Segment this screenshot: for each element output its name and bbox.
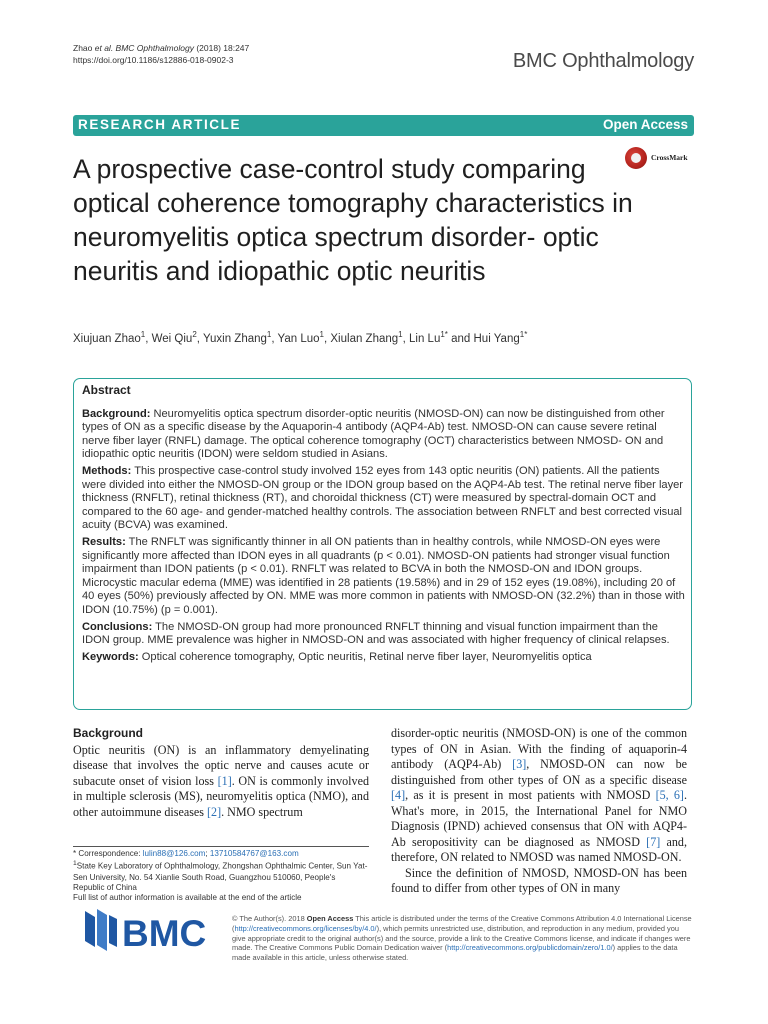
author-separator: , (196, 332, 203, 345)
body-text: . What's more, in 2015, the International Panel for NMO Diagnosis (IPND) achieved consensus that ON with AQP4-Ab seropositivity can be diagnosed as NMOSD (391, 788, 687, 849)
crossmark-label: CrossMark (651, 153, 688, 162)
abstract-keywords (82, 651, 685, 665)
citation-link[interactable]: [3] (512, 757, 527, 771)
license-text: ), which permits unrestricted use, distribution, and reproduction in any medium, provided you give appropriate credit to the original author(s) and the source, provide a link to the Creative Commons license, and indicate if changes were made. The Creative Commons Public Domain Dedication waiver ( (232, 923, 691, 953)
body-column-right (391, 726, 687, 897)
abstract-keywords-text: Optical coherence tomography, Optic neuritis, Retinal nerve fiber layer, Neuromyelitis optica (138, 650, 592, 663)
abstract-conclusions (82, 621, 685, 648)
journal-name: BMC Ophthalmology (512, 50, 694, 72)
abstract-background (82, 408, 685, 462)
author-separator: , (402, 332, 410, 345)
author-affiliation-marker: 1 (266, 330, 272, 339)
crossmark-badge[interactable] (625, 147, 695, 173)
affiliation-text: State Key Laboratory of Ophthalmology, Zhongshan Ophthalmic Center, Sun Yat-Sen University, No. 54 Xianlie South Road, Guangzhou 510060, People's Republic of China (73, 862, 368, 892)
author-affiliation-marker: 2 (192, 330, 197, 339)
affiliation-line (73, 859, 369, 893)
abstract-methods (82, 465, 685, 533)
license-link[interactable]: http://creativecommons.org/publicdomain/zero/1.0/ (447, 943, 613, 953)
citation-link[interactable]: [1] (217, 773, 232, 788)
correspondence-label: * Correspondence: (73, 849, 143, 858)
citation-journal: et al. BMC Ophthalmology (94, 43, 194, 53)
abstract-conclusions-text: The NMOSD-ON group had more pronounced RNFLT thinning and visual function impairment than the IDON group. MME prevalence was higher in NMOSD-ON and was associated with higher frequency of clinical relapses. (82, 620, 670, 647)
body-text: , NMOSD-ON can now be distinguished from other types of ON as a specific disease (391, 757, 687, 787)
abstract-results-label: Results: (82, 535, 126, 548)
body-text: . ON is commonly involved in multiple sclerosis (MS), neuromyelitis optica (NMO), and other autoimmune diseases (73, 773, 369, 819)
author-name: Xiujuan Zhao (73, 332, 141, 345)
bmc-logo (85, 903, 220, 957)
section-heading-background: Background (73, 726, 144, 740)
abstract-conclusions-label: Conclusions: (82, 620, 153, 633)
author-affiliation-marker: 1 (398, 330, 403, 339)
citation-link[interactable]: [7] (646, 834, 661, 849)
license-open-access: Open Access (306, 914, 354, 923)
abstract-keywords-label: Keywords: (82, 650, 139, 663)
article-title: A prospective case-control study comparing optical coherence tomography characteristics in neuromyelitis optica spectrum disorder- optic neuritis and idiopathic optic neuritis (73, 154, 633, 286)
author-list (73, 330, 693, 345)
article-type-banner (73, 115, 694, 136)
abstract-background-label: Background: (82, 407, 151, 420)
author-name: Wei Qiu (151, 332, 193, 345)
author-separator: , (145, 332, 152, 345)
author-info-note: Full list of author information is available at the end of the article (73, 893, 302, 903)
body-text: . NMO spectrum (221, 804, 303, 819)
abstract-content (82, 384, 685, 667)
email-link[interactable]: 13710584767@163.com (209, 849, 299, 858)
license-link[interactable]: http://creativecommons.org/licenses/by/4.0/ (234, 923, 377, 933)
doi-link[interactable]: https://doi.org/10.1186/s12886-018-0902-3 (73, 55, 234, 65)
bmc-logo-text: BMC (122, 913, 207, 954)
body-text: and, therefore, ON related to NMOSD was named NMOSD-ON. (391, 834, 687, 864)
author-affiliation-marker: 1* (519, 330, 528, 339)
footnotes (73, 846, 369, 904)
body-text: Optic neuritis (ON) is an inflammatory demyelinating disease that involves the optic nerve and causes acute or subacute onset of vision loss (73, 742, 369, 788)
author-name: Lin Lu (409, 332, 441, 345)
citation-link[interactable]: [2] (207, 804, 222, 819)
author-name: Hui Yang (473, 332, 520, 345)
citation-authors: Zhao (73, 43, 95, 53)
author-name: Yuxin Zhang (202, 332, 267, 345)
license-statement (232, 914, 694, 963)
author-name: Yan Luo (277, 332, 320, 345)
author-affiliation-marker: 1* (440, 330, 448, 339)
abstract-results (82, 536, 685, 618)
citation-line (73, 42, 249, 54)
open-access-label: Open Access (602, 117, 688, 132)
abstract-background-text: Neuromyelitis optica spectrum disorder-optic neuritis (NMOSD-ON) can now be distinguished from other types of ON as a specific disease by the Aquaporin-4 antibody (AQP4-Ab) test. NMOSD-ON can cause severe retinal nerve fiber layer (RNFL) damage. The optical coherence tomography (OCT) characteristics between NMOSD- ON and idiopathic optic neuritis (IDON) were seldom studied in Asians. (82, 407, 665, 461)
body-paragraph: Since the definition of NMOSD, NMOSD-ON has been found to differ from other types of ON in many (391, 865, 687, 895)
body-text: , as it is present in most patients with NMOSD (405, 788, 656, 802)
abstract-methods-label: Methods: (82, 464, 132, 477)
abstract-results-text: The RNFLT was significantly thinner in all ON patients than in healthy controls, while NMOSD-ON eyes were significantly more affected than IDON eyes in all quadrants (p < 0.01). NMOSD-ON patients had stronger visual function impairment than IDON patients (p < 0.01). RNFLT was related to BCVA in both the NMOSD-ON and IDON groups. Microcystic macular edema (MME) was identified in 28 patients (19.58%) and in 29 of 152 eyes (19.08%), including 20 of 40 eyes (50%) previously affected by ON. MME was more common in patients with NMOSD-ON (32.2%) than in those with IDON (10.75%) (p = 0.001). (82, 535, 685, 616)
author-separator: and (447, 332, 474, 345)
body-text: disorder-optic neuritis (NMOSD-ON) is one of the common types of ON in Asian. With the finding of aquaporin-4 antibody (AQP4-Ab) (391, 726, 687, 771)
license-text: This article is distributed under the terms of the Creative Commons Attribution 4.0 International License ( (232, 914, 692, 933)
license-text: © The Author(s). 2018 (232, 914, 307, 923)
author-name: Xiulan Zhang (330, 332, 399, 345)
author-affiliation-marker: 1 (319, 330, 324, 339)
citation-link[interactable]: [5, 6] (655, 788, 684, 802)
citation-link[interactable]: [4] (391, 788, 406, 802)
body-paragraph (391, 726, 687, 866)
email-link[interactable]: lulin88@126.com (142, 849, 206, 858)
license-text: ) applies to the data made available in this article, unless otherwise stated. (232, 943, 678, 963)
abstract-box (73, 378, 692, 710)
abstract-methods-text: This prospective case-control study involved 152 eyes from 143 optic neuritis (ON) patients. All the patients were divided into either the NMOSD-ON group or the IDON group based on the AQP4-Ab test. The retinal nerve fiber layer thickness (RNFLT), retinal thickness (RT), and choroidal thickness (CT) were measured by spectral-domain OCT and compared to the 60 age- and gender-matched healthy controls. The association between RNFLT and best corrected visual acuity (BCVA) was examined. (82, 464, 684, 532)
body-column-left (73, 726, 369, 820)
affiliation-marker: 1 (73, 860, 77, 868)
author-affiliation-marker: 1 (140, 330, 146, 339)
abstract-heading: Abstract (82, 383, 131, 397)
citation-year: (2018) 18:247 (193, 43, 250, 53)
citation-header (73, 42, 249, 66)
author-separator: , (271, 332, 278, 345)
article-type-label: RESEARCH ARTICLE (78, 117, 242, 132)
email-separator: ; (205, 849, 210, 858)
body-paragraph (73, 743, 369, 821)
author-separator: , (324, 332, 331, 345)
correspondence-line (73, 849, 369, 859)
